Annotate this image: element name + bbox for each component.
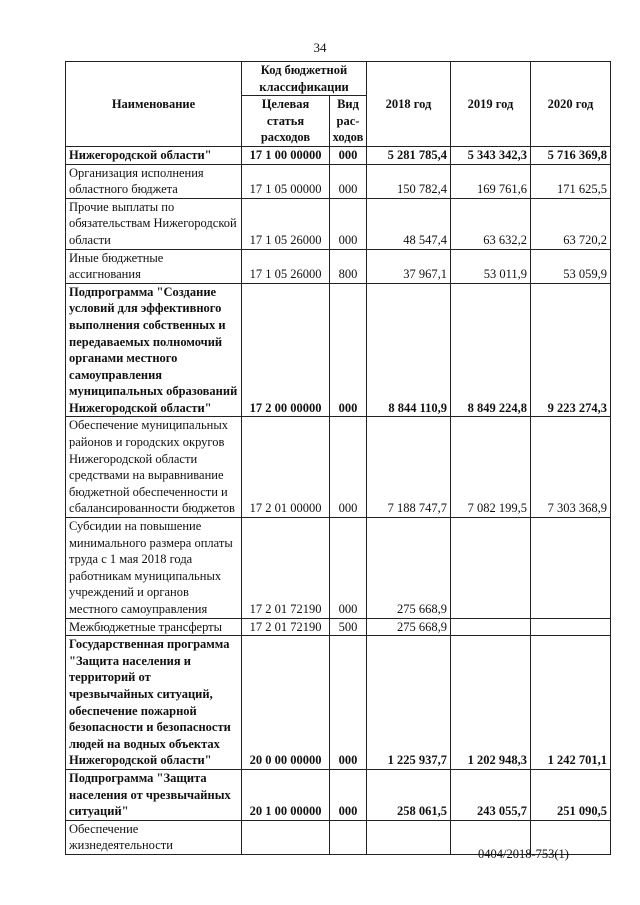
cell-2018 xyxy=(367,820,451,854)
cell-target-article: 17 2 01 00000 xyxy=(242,417,330,518)
header-2019: 2019 год xyxy=(451,62,531,147)
table-row xyxy=(66,417,611,518)
cell-expense-kind: 000 xyxy=(330,198,367,249)
table-row xyxy=(66,198,611,249)
cell-expense-kind: 000 xyxy=(330,146,367,164)
cell-target-article: 20 1 00 00000 xyxy=(242,769,330,820)
cell-2019: 169 761,6 xyxy=(451,164,531,198)
cell-2020: 171 625,5 xyxy=(531,164,611,198)
cell-name: Организация исполнения областного бюджета xyxy=(66,164,242,198)
cell-expense-kind: 000 xyxy=(330,164,367,198)
cell-2018: 275 668,9 xyxy=(367,518,451,619)
cell-name: Прочие выплаты по обязательствам Нижегородской области xyxy=(66,198,242,249)
cell-2018: 8 844 110,9 xyxy=(367,283,451,417)
table-row xyxy=(66,769,611,820)
cell-expense-kind: 800 xyxy=(330,249,367,283)
cell-2018: 150 782,4 xyxy=(367,164,451,198)
table-row xyxy=(66,146,611,164)
cell-2020: 5 716 369,8 xyxy=(531,146,611,164)
cell-2019: 5 343 342,3 xyxy=(451,146,531,164)
cell-target-article: 17 2 01 72190 xyxy=(242,618,330,636)
cell-target-article: 17 1 00 00000 xyxy=(242,146,330,164)
cell-2019: 53 011,9 xyxy=(451,249,531,283)
cell-2020: 9 223 274,3 xyxy=(531,283,611,417)
cell-name: Подпрограмма "Защита населения от чрезвычайных ситуаций" xyxy=(66,769,242,820)
cell-2020: 63 720,2 xyxy=(531,198,611,249)
cell-name: Обеспечение муниципальных районов и городских округов Нижегородской области средствами на выравнивание бюджетной обеспеченности и сбалансированности бюджетов xyxy=(66,417,242,518)
table-row xyxy=(66,283,611,417)
document-code: 0404/2018-753(1) xyxy=(478,847,569,861)
cell-2019: 243 055,7 xyxy=(451,769,531,820)
cell-expense-kind: 000 xyxy=(330,417,367,518)
cell-2020: 53 059,9 xyxy=(531,249,611,283)
budget-table xyxy=(65,61,611,855)
cell-2019 xyxy=(451,618,531,636)
cell-2020: 1 242 701,1 xyxy=(531,636,611,770)
cell-expense-kind: 000 xyxy=(330,283,367,417)
table-row xyxy=(66,636,611,770)
cell-2018: 37 967,1 xyxy=(367,249,451,283)
cell-2018: 258 061,5 xyxy=(367,769,451,820)
header-kbk: Код бюджетной классификации xyxy=(242,62,367,96)
header-target-article: Целевая статья расходов xyxy=(242,96,330,147)
cell-2018: 275 668,9 xyxy=(367,618,451,636)
cell-expense-kind: 000 xyxy=(330,636,367,770)
cell-name: Государственная программа "Защита населения и территорий от чрезвычайных ситуаций, обеспечение пожарной безопасности и безопасности людей на водных объектах Нижегородской области" xyxy=(66,636,242,770)
cell-expense-kind: 000 xyxy=(330,518,367,619)
table-body xyxy=(66,146,611,854)
table-row xyxy=(66,164,611,198)
cell-2019: 63 632,2 xyxy=(451,198,531,249)
cell-expense-kind: 500 xyxy=(330,618,367,636)
header-2018: 2018 год xyxy=(367,62,451,147)
header-name: Наименование xyxy=(66,62,242,147)
header-expense-kind: Вид рас-ходов xyxy=(330,96,367,147)
cell-name: Подпрограмма "Создание условий для эффективного выполнения собственных и передаваемых полномочий органами местного самоуправления муниципальных образований Нижегородской области" xyxy=(66,283,242,417)
cell-2019 xyxy=(451,518,531,619)
cell-name: Субсидии на повышение минимального размера оплаты труда с 1 мая 2018 года работникам муниципальных учреждений и органов местного самоуправления xyxy=(66,518,242,619)
cell-2019: 1 202 948,3 xyxy=(451,636,531,770)
cell-name: Обеспечение жизнедеятельности xyxy=(66,820,242,854)
cell-expense-kind xyxy=(330,820,367,854)
table-row xyxy=(66,618,611,636)
cell-expense-kind: 000 xyxy=(330,769,367,820)
cell-target-article: 20 0 00 00000 xyxy=(242,636,330,770)
cell-target-article xyxy=(242,820,330,854)
cell-2018: 1 225 937,7 xyxy=(367,636,451,770)
cell-2018: 7 188 747,7 xyxy=(367,417,451,518)
cell-name: Межбюджетные трансферты xyxy=(66,618,242,636)
cell-2019: 7 082 199,5 xyxy=(451,417,531,518)
table-row xyxy=(66,249,611,283)
cell-target-article: 17 2 00 00000 xyxy=(242,283,330,417)
cell-2019: 8 849 224,8 xyxy=(451,283,531,417)
cell-2018: 5 281 785,4 xyxy=(367,146,451,164)
cell-target-article: 17 1 05 26000 xyxy=(242,249,330,283)
cell-name: Нижегородской области" xyxy=(66,146,242,164)
cell-2020 xyxy=(531,518,611,619)
page-number: 34 xyxy=(313,40,327,55)
cell-name: Иные бюджетные ассигнования xyxy=(66,249,242,283)
cell-2020 xyxy=(531,618,611,636)
cell-2020: 251 090,5 xyxy=(531,769,611,820)
cell-target-article: 17 1 05 26000 xyxy=(242,198,330,249)
header-2020: 2020 год xyxy=(531,62,611,147)
table-row xyxy=(66,518,611,619)
cell-2018: 48 547,4 xyxy=(367,198,451,249)
cell-2020: 7 303 368,9 xyxy=(531,417,611,518)
cell-target-article: 17 2 01 72190 xyxy=(242,518,330,619)
cell-target-article: 17 1 05 00000 xyxy=(242,164,330,198)
